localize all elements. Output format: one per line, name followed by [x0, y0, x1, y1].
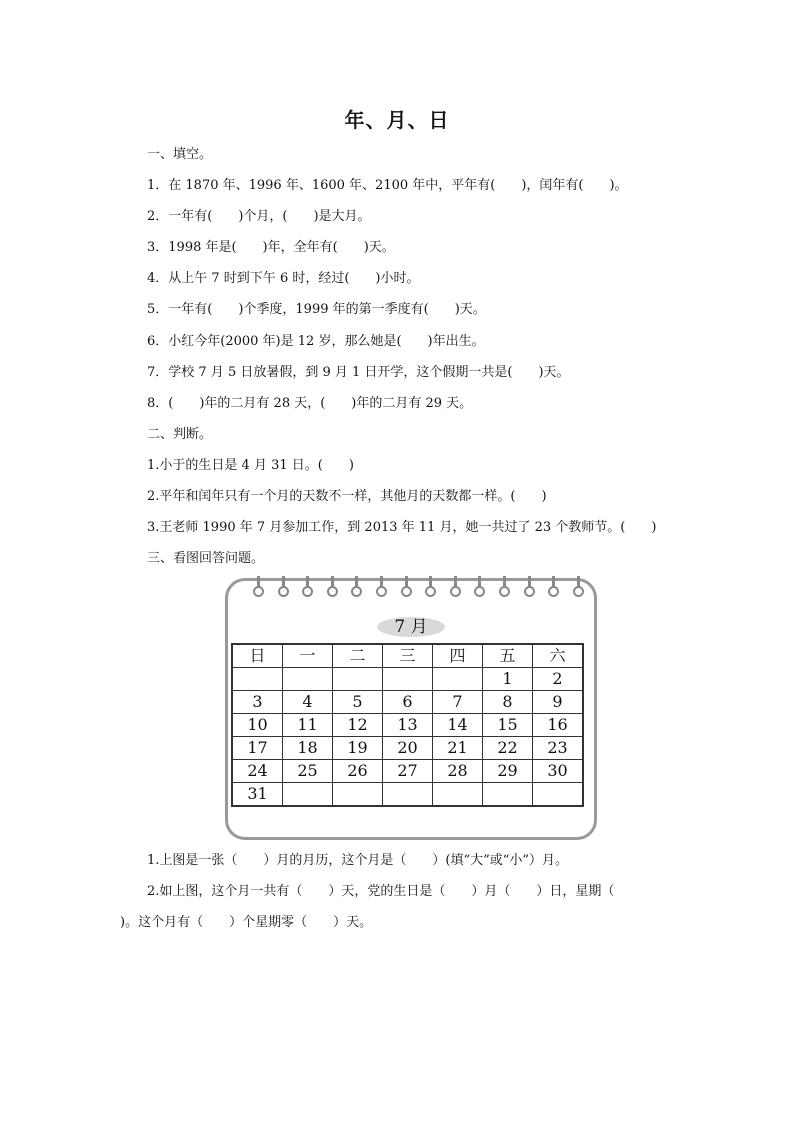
date-cell: 30 — [533, 760, 584, 783]
date-cell: 25 — [283, 760, 333, 783]
date-cell — [232, 668, 283, 691]
date-cell: 17 — [232, 737, 283, 760]
date-cell: 22 — [483, 737, 533, 760]
date-cell: 1 — [483, 668, 533, 691]
spiral-ring-icon — [351, 576, 362, 598]
date-cell — [483, 783, 533, 807]
date-cell: 8 — [483, 691, 533, 714]
date-cell — [283, 783, 333, 807]
date-cell: 16 — [533, 714, 584, 737]
weekday-cell: 五 — [483, 644, 533, 668]
spiral-ring-icon — [524, 576, 535, 598]
date-cell: 6 — [383, 691, 433, 714]
calendar-table — [231, 643, 584, 807]
date-cell — [533, 783, 584, 807]
spiral-ring-icon — [376, 576, 387, 598]
spiral-ring-icon — [425, 576, 436, 598]
date-cell: 21 — [433, 737, 483, 760]
date-cell — [333, 783, 383, 807]
calendar-rings — [253, 576, 583, 606]
date-cell: 7 — [433, 691, 483, 714]
date-cell: 2 — [533, 668, 584, 691]
date-cell: 29 — [483, 760, 533, 783]
date-cell — [283, 668, 333, 691]
spiral-ring-icon — [450, 576, 461, 598]
spiral-ring-icon — [302, 576, 313, 598]
question-1-4: 4．从上午 7 时到下午 6 时，经过( )小时。 — [147, 271, 420, 286]
date-cell — [383, 783, 433, 807]
question-1-7: 7．学校 7 月 5 日放暑假，到 9 月 1 日开学，这个假期一共是( )天。 — [147, 365, 570, 380]
section-1-heading: 一、填空。 — [147, 147, 213, 162]
judge-2-1: 1.小于的生日是 4 月 31 日。( ) — [147, 458, 354, 473]
date-cell: 18 — [283, 737, 333, 760]
date-cell: 12 — [333, 714, 383, 737]
weekday-cell: 一 — [283, 644, 333, 668]
weekday-cell: 四 — [433, 644, 483, 668]
date-cell: 23 — [533, 737, 584, 760]
spiral-ring-icon — [573, 576, 584, 598]
weekday-cell: 二 — [333, 644, 383, 668]
calendar-question-1: 1.上图是一张（ ）月的月历，这个月是（ ）(填“大”或“小”）月。 — [147, 853, 569, 868]
section-3-heading: 三、看图回答问题。 — [147, 551, 265, 566]
date-cell: 15 — [483, 714, 533, 737]
spiral-ring-icon — [401, 576, 412, 598]
date-cell — [433, 668, 483, 691]
date-cell: 27 — [383, 760, 433, 783]
weekday-cell: 日 — [232, 644, 283, 668]
spiral-ring-icon — [253, 576, 264, 598]
calendar-month-label: 7 月 — [377, 617, 445, 637]
spiral-ring-icon — [474, 576, 485, 598]
date-cell: 13 — [383, 714, 433, 737]
date-cell — [333, 668, 383, 691]
weekday-cell: 六 — [533, 644, 584, 668]
date-cell: 4 — [283, 691, 333, 714]
calendar-question-2: 2.如上图，这个月一共有（ ）天，党的生日是（ ）月（ ）日，星期（ — [147, 884, 615, 899]
section-2-heading: 二、判断。 — [147, 427, 213, 442]
calendar-week-row — [232, 714, 583, 737]
date-cell: 14 — [433, 714, 483, 737]
spiral-ring-icon — [278, 576, 289, 598]
date-cell: 26 — [333, 760, 383, 783]
date-cell: 19 — [333, 737, 383, 760]
spiral-ring-icon — [548, 576, 559, 598]
date-cell — [433, 783, 483, 807]
question-1-1: 1．在 1870 年、1996 年、1600 年、2100 年中，平年有( )，闰年有( )。 — [147, 178, 628, 193]
calendar-week-row — [232, 760, 583, 783]
date-cell — [383, 668, 433, 691]
date-cell: 5 — [333, 691, 383, 714]
calendar-week-row — [232, 737, 583, 760]
calendar-weekday-row — [232, 644, 583, 668]
calendar-week-row — [232, 783, 583, 807]
spiral-ring-icon — [327, 576, 338, 598]
date-cell: 20 — [383, 737, 433, 760]
date-cell: 28 — [433, 760, 483, 783]
spiral-ring-icon — [499, 576, 510, 598]
question-1-5: 5．一年有( )个季度，1999 年的第一季度有( )天。 — [147, 302, 486, 317]
calendar-week-row — [232, 668, 583, 691]
date-cell: 10 — [232, 714, 283, 737]
judge-2-2: 2.平年和闰年只有一个月的天数不一样，其他月的天数都一样。( ) — [147, 489, 547, 504]
question-1-8: 8．( )年的二月有 28 天，( )年的二月有 29 天。 — [147, 396, 473, 411]
date-cell: 3 — [232, 691, 283, 714]
date-cell: 11 — [283, 714, 333, 737]
date-cell: 31 — [232, 783, 283, 807]
date-cell: 9 — [533, 691, 584, 714]
date-cell: 24 — [232, 760, 283, 783]
calendar-question-2-cont: )。这个月有（ ）个星期零（ ）天。 — [120, 915, 373, 930]
calendar-week-row — [232, 691, 583, 714]
question-1-2: 2．一年有( )个月，( )是大月。 — [147, 209, 371, 224]
question-1-6: 6．小红今年(2000 年)是 12 岁，那么她是( )年出生。 — [147, 334, 485, 349]
judge-2-3: 3.王老师 1990 年 7 月参加工作，到 2013 年 11 月，她一共过了 23 个教师节。( ) — [147, 520, 657, 535]
weekday-cell: 三 — [383, 644, 433, 668]
question-1-3: 3．1998 年是( )年，全年有( )天。 — [147, 240, 395, 255]
page-title: 年、月、日 — [344, 108, 450, 132]
